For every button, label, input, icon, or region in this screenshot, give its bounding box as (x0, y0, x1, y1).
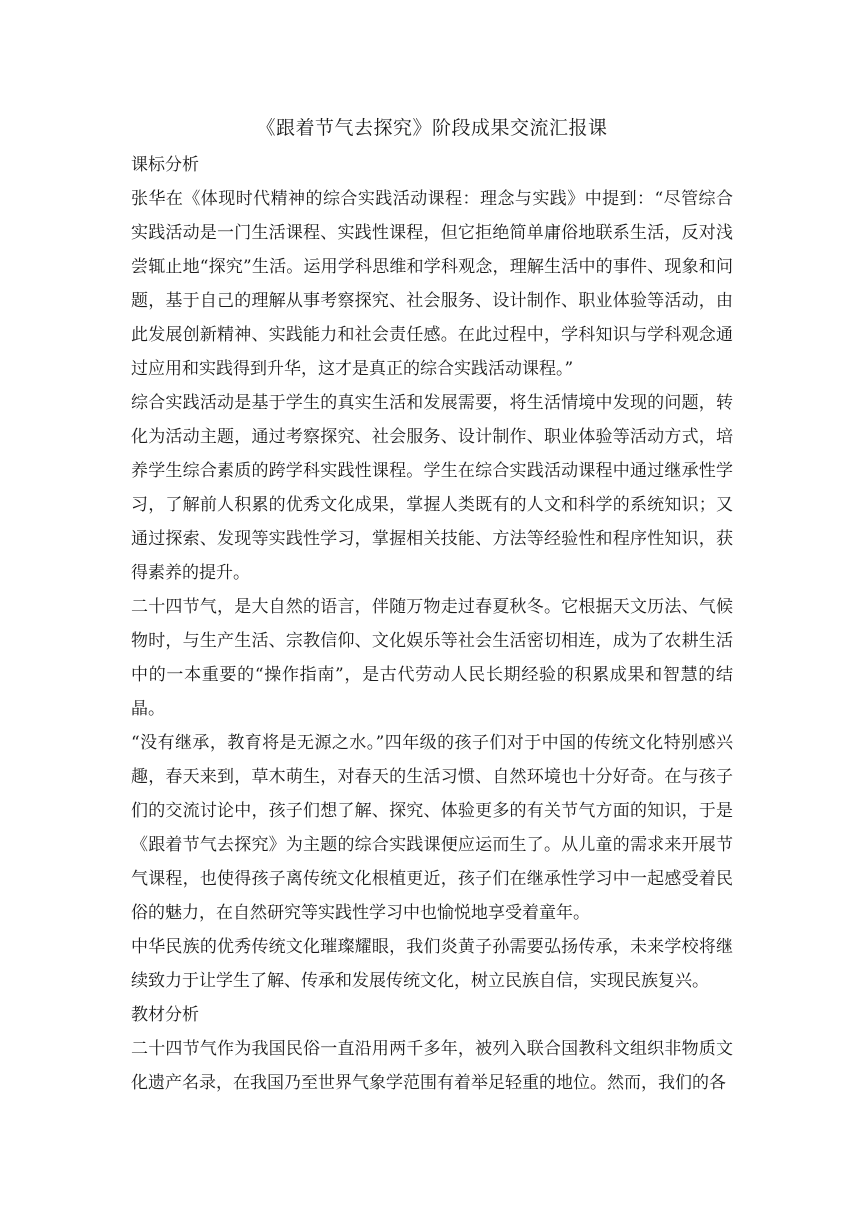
paragraph: 二十四节气作为我国民俗一直沿用两千多年，被列入联合国教科文组织非物质文化遗产名录，在我国乃至世界气象学范围有着举足轻重的地位。然而，我们的各 (131, 1039, 733, 1093)
paragraph: 中华民族的优秀传统文化璀璨耀眼，我们炎黄子孙需要弘扬传承，未来学校将继续致力于让学生了解、传承和发展传统文化，树立民族自信，实现民族复兴。 (131, 937, 733, 991)
section-heading: 教材分析 (131, 1005, 199, 1025)
paragraph: 张华在《体现时代精神的综合实践活动课程：理念与实践》中提到：“尽管综合实践活动是一门生活课程、实践性课程，但它拒绝简单庸俗地联系生活，反对浅尝辄止地“探究”生活。运用学科思维和学科观念，理解生活中的事件、现象和问题，基于自己的理解从事考察探究、社会服务、设计制作、职业体验等活动，由此发展创新精神、实践能力和社会责任感。在此过程中，学科知识与学科观念通过应用和实践得到升华，这才是真正的综合实践活动课程。” (131, 189, 733, 379)
section-curriculum-analysis (131, 148, 733, 998)
paragraph: 综合实践活动是基于学生的真实生活和发展需要，将生活情境中发现的问题，转化为活动主题，通过考察探究、社会服务、设计制作、职业体验等活动方式，培养学生综合素质的跨学科实践性课程。学生在综合实践活动课程中通过继承性学习，了解前人积累的优秀文化成果，掌握人类既有的人文和科学的系统知识；又通过探索、发现等实践性学习，掌握相关技能、方法等经验性和程序性知识，获得素养的提升。 (131, 393, 733, 583)
paragraph: “没有继承，教育将是无源之水。”四年级的孩子们对于中国的传统文化特别感兴趣，春天来到，草木萌生，对春天的生活习惯、自然环境也十分好奇。在与孩子们的交流讨论中，孩子们想了解、探究、体验更多的有关节气方面的知识，于是《跟着节气去探究》为主题的综合实践课便应运而生了。从儿童的需求来开展节气课程，也使得孩子离传统文化根植更近，孩子们在继承性学习中一起感受着民俗的魅力，在自然研究等实践性学习中也愉悦地享受着童年。 (131, 733, 733, 923)
document-title: 《跟着节气去探究》阶段成果交流汇报课 (256, 117, 608, 139)
section-heading: 课标分析 (131, 155, 199, 175)
paragraph: 二十四节气，是大自然的语言，伴随万物走过春夏秋冬。它根据天文历法、气候物时，与生产生活、宗教信仰、文化娱乐等社会生活密切相连，成为了农耕生活中的一本重要的“操作指南”，是古代劳动人民长期经验的积累成果和智慧的结晶。 (131, 597, 733, 719)
section-textbook-analysis (131, 998, 733, 1100)
document-page (131, 112, 733, 1100)
